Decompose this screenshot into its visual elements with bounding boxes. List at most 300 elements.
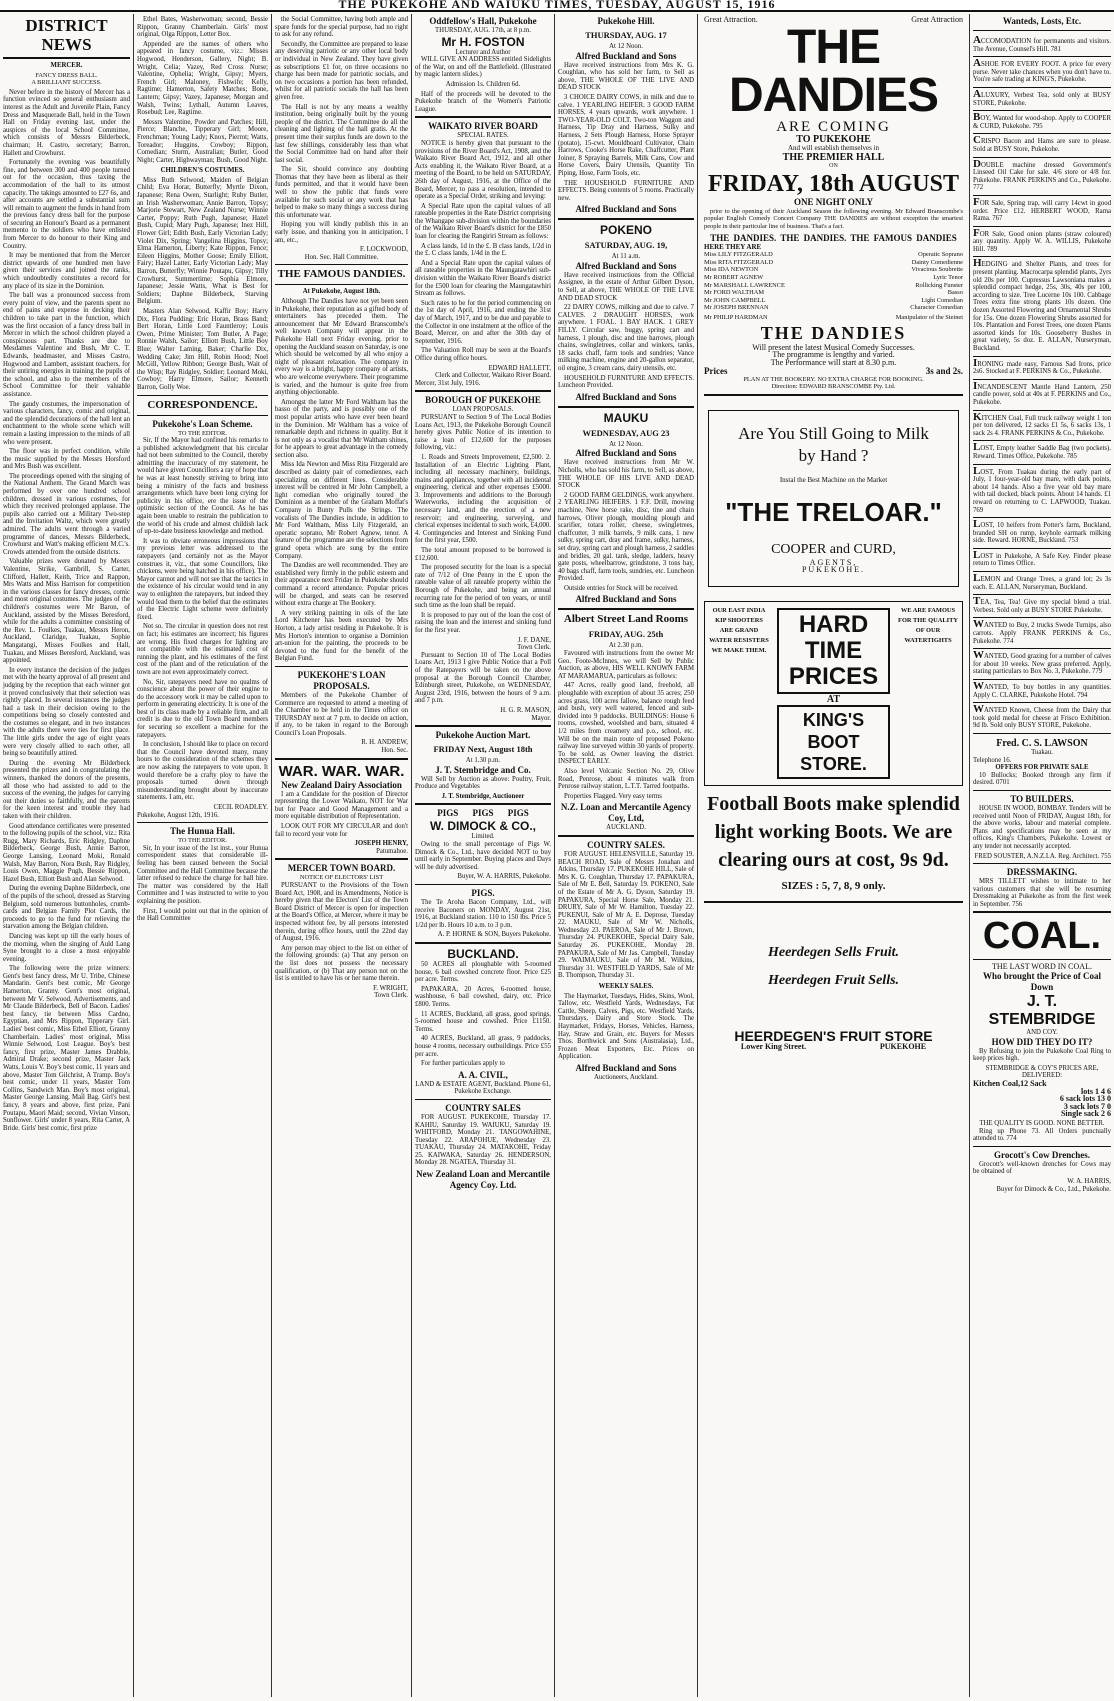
listing: 50 ACRES all ploughable with 5-roomed house, 6 bail cowshed concrete floor. Price £25 per acre. Terms. [415, 961, 551, 984]
paragraph: Miss Ida Newton and Miss Rita Fitzgerald are described as dainty pair of comediennes, each specializing on different lines. Considerable interest will be centred in Mr John Campbell, a light comedian who originally toured the Dominion as a member of the Graham Moffat's Company in Bunty Pulls the Strings. The vocalists of The Dandies include, in addition to Mr Ford Waltham, Miss Lily Fitzgerald, an operatic soprano, Mr Robert Agnew, tenor. A feature of the programme are the selections from grand opera which are sung by the entire Company. [275, 461, 408, 560]
subheading: FANCY DRESS BALL. [35, 71, 98, 79]
subheading: NOTICE OF ELECTORS' LIST [299, 874, 384, 882]
classified-ad [973, 111, 1111, 134]
sale-time: At 12 Noon. [609, 440, 643, 448]
paragraph: LOOK OUT FOR MY CIRCULAR and don't fail to record your vote for [275, 823, 408, 838]
paragraph: Owing to the small percentage of Pigs W. Dimock & Co., Ltd., have decided NOT to buy until early in September. Buying places and Days will be duly advertised. [415, 841, 551, 871]
last-word: THE LAST WORD IN COAL. [992, 962, 1092, 972]
fruit-store: HEERDEGEN'S FRUIT STORE [734, 1028, 933, 1045]
drop-cap: K [973, 410, 982, 423]
subheading: At Pukekohe, August 18th. [302, 288, 381, 296]
paragraph: Ring up Phone 73. All Orders punctually attended to. 774 [973, 1127, 1111, 1143]
classified-ad [973, 649, 1111, 680]
signature-title: Buyer for Dimock & Co., Ltd., Pukekohe. [996, 1185, 1111, 1193]
section-heading: Wanteds, Losts, Etc. [1002, 16, 1082, 26]
premier-hall: THE PREMIER HALL [782, 152, 885, 164]
establish-line: And will establish themselves in [788, 143, 879, 152]
director-line: Direction: EDWARD BRANSCOMBE Pty. Ltd. [771, 383, 896, 391]
cast-member: Mr ROBERT AGNEW [704, 273, 764, 281]
signature: W. A. HARRIS, [1067, 1177, 1111, 1185]
drop-cap: L [973, 464, 981, 477]
paragraph: Also level Volcanic Section No. 29, Olive Road, Penrose, about 4 minutes walk from Penrose railway station, L.T.T. Tarred footpaths. [558, 767, 694, 791]
paragraph: In every instance the decision of the judges met with the hearty approval of all present and judging by the reception that each winner got it proved conclusively that their selection was rightly placed. In several instances the judges had a task in their decision owing to the competitions being so closely contested and the costumes so elegant, and in two instances with the adults there were ties for first place. The little girls under the age of eight years were very closely allied to each other, all being so beautifully attired. [3, 666, 130, 758]
coal-title: COAL. [982, 915, 1102, 958]
classified-text: ANTED, To buy bottles in any quantities. Apply C. CLARKE, Pukekohe Hotel. 794 [973, 684, 1111, 699]
store-town: PUKEKOHE [879, 1042, 927, 1052]
store-street: Lower King Street. [740, 1042, 807, 1052]
drop-cap: L [973, 548, 981, 561]
divider [275, 666, 408, 667]
who-line: Who brought the Price of Coal Down [982, 971, 1102, 993]
divider [415, 725, 551, 727]
paragraph: The total amount proposed to be borrowed is £12,600. [415, 547, 551, 562]
divider [275, 858, 408, 860]
auctioneer-firm: Alfred Buckland and Sons [575, 1062, 677, 1073]
cast-member: Mr JOHN CAMPBELL [704, 296, 766, 304]
classified-text: ANTED to Buy, 2 trucks Swede Turnips, also carrots. Apply FRANK PERKINS & Co., Pukekohe. 774 [973, 622, 1111, 645]
cast-member: Miss IDA NEWTON [704, 266, 759, 274]
classified-ad [973, 34, 1111, 57]
auctioneer-firm: Alfred Buckland and Sons [575, 50, 677, 61]
kings-boot-ad [704, 601, 963, 787]
paragraph: The Dandies are well recommended. They are established very firmly in the public esteem and their appearance next Friday in Pukekohe should command a record attendance. Popular prices will be charged, and seats can be reserved without extra charge at The Bookery. [275, 562, 408, 608]
classified-text: OST, From Tuakau during the early part of July, 1 four-year-old bay mare, with dark points, about 14 hands. Also a five year old bay mare with tail docked, black points. About 14 hands. £1 reward on returning to C. LAPWOOD, Tuakau. 769 [973, 468, 1111, 514]
classified-ad [973, 618, 1111, 649]
coal-price-row: Single sack 2 6 [1060, 1109, 1111, 1119]
sale-time: At 2.30 p.m. [608, 642, 644, 650]
classified-text: ANTED, Good grazing for a number of calves for about 10 weeks. New grass preferred. Apply, stating particulars to Box No. 3, Pukekohe. 779 [973, 653, 1111, 676]
lawson-town: Tuakau. [1031, 748, 1053, 756]
to-pukekohe: TO PUKEKOHE [796, 133, 871, 145]
signature-title: Clerk and Collector, Waikato River Board. [435, 372, 551, 380]
section-heading: MERCER. [50, 62, 83, 69]
auction-firm: J. T. Stembridge and Co. [435, 764, 531, 775]
drop-cap: B [973, 111, 981, 124]
divider [415, 390, 551, 392]
sale-date: SATURDAY, AUG. 19, [584, 240, 668, 251]
and-coy: AND COY. [1026, 1029, 1058, 1037]
divider [704, 394, 963, 396]
paragraph: PURSUANT to the Provisions of the Town Board Act, 1908, and its Amendments, Notice is hereby given that the Electors' List of the Town Board District of Mercer is open for inspection at the Board's Office, at Mercer, where it may be inspected without fee, by all persons interested therein, during office hours, until the 22nd day of August, 1916. [275, 882, 408, 943]
divider [275, 284, 408, 285]
signature-title: Hon. Sec. Hall Committee. [304, 253, 379, 261]
auctioneer: J. T. Stembridge, Auctioneer [441, 792, 525, 800]
agency-city: AUCKLAND. [606, 824, 646, 832]
paragraph: Will present the latest Musical Comedy Successes. [752, 342, 915, 352]
paragraph: Although The Dandies have not yet been seen in Pukekohe, their reputation as a gifted body of entertainers has preceded them. The announcement that Mr Edward Branscombe's well known Company will appear in the Pukekohe Hall next Friday evening, prior to opening the Auckland season on Saturday, is one which should be welcomed by all who enjoy a night of pleasant relaxation. The company in every way is a bright, happy company of artists, who are welcome everywhere. Their programme is varied, and the humour is quite free from anything objectionable. [275, 298, 408, 397]
divider [558, 608, 694, 610]
paragraph: Amongst the latter Mr Ford Waltham has the basso of the party, and is possibly one of the most popular artists who have ever been heard in the Dominion. Mr Waltham has a voice of remarkable depth and richness in quality. But it is not only as a vocalist that Mr Waltham shines, for he appears to great advantage in the comedy section also. [275, 398, 408, 459]
drop-cap: W [973, 703, 984, 716]
dateline: Pukekohe, August 12th, 1916. [137, 811, 219, 819]
classified-text: OR Sale, Good onion plants (straw coloured) any quantity. Apply W. A. WILLIS, Pukekohe Hill. 789 [973, 230, 1111, 253]
paragraph: Hoping you will kindly publish this in an early issue, and thanking you in anticipation, I am, etc., [275, 221, 408, 244]
heerdegen-ad [704, 945, 963, 1051]
paragraph: The gaudy costumes, the impersonation of various characters, fancy, comic and original, and the splendid decorations of the hall lent an enchantment to the whole scene which will remain a lasting impression to the minds of all who were present. [3, 400, 130, 446]
auctioneer-firm: Alfred Buckland and Sons [575, 260, 677, 271]
heerdegen-line-2: Heerdegen Fruit Sells. [767, 973, 900, 989]
paragraph: Valuable prizes were donated by Messrs Valentine, Strike, Gambrill, S. Carter, Clifford, Hallett, Keith, Trice and Rappon, Mrs Watts and Miss Harrison for competition in the various classes for fancy dresses, comic and most original costumes. The judges of the children's costumes were Mr Baron, of Auckland, assisted by the Misses Beresford, while for the adults a committee consisting of the Rev. L. Foulkes, Tuakau, Messrs Heron, Auckland, Claridge, Tuakau, Sophie Mangatangi, Misses Foulkes and Hall, Tuakau, and Misses Beresford, Auckland, was appointed. [3, 558, 130, 665]
auction-date: FRIDAY Next, August 18th [433, 744, 533, 755]
treloar-ad [708, 410, 959, 587]
lecturer-name: Mr H. FOSTON [441, 34, 525, 49]
paragraph: The Sir, should convince any doubting Thomas that they have been as liberal as their funds permitted, and that it would have been well to show the public that funds were available for such social or any work that has helped to make so many things a success during this unfortunate war. [275, 166, 408, 219]
divider [275, 758, 408, 760]
stembridge-name: J. T. STEMBRIDGE [988, 993, 1096, 1029]
paragraph: No, Sir, ratepayers need have no qualms of conscience about the power of their engine to do the accessory work it may be called upon to perform in generating electricity. It is one of the best of its class made by a reliable firm, and all credit is due to the old Town Board members for securing so excellent a machine for the ratepayers. [137, 678, 268, 739]
auctioneer-location: Auctioneers, Auckland. [594, 1073, 658, 1081]
coal-price-row: 3 sack lots 7 0 [1063, 1101, 1111, 1111]
subheading: A BRILLIANT SUCCESS. [31, 79, 102, 87]
signature: EDWARD HALLETT, [488, 364, 551, 372]
auctioneer-firm: Alfred Buckland and Sons [575, 204, 677, 215]
column-auctions [555, 14, 698, 1697]
cast-role: Operatic Soprano [918, 251, 963, 259]
paragraph: It is proposed to pay out of the loan the cost of raising the loan and the interest and sinking fund for the first year. [415, 611, 551, 634]
store-address [704, 1043, 963, 1051]
dandies-trio: THE DANDIES. THE DANDIES. THE FAMOUS DANDIES [710, 232, 957, 243]
paragraph: In conclusion, I should like to place on record that the Council have devoted many, many hours to the consideration of the schemes they are now asking the ratepayers to vote upon. It would therefore be a crafty ploy to have the proposals turned down through misunderstanding brought about by inaccurate statements. I am, etc. [137, 741, 268, 802]
classified-text: EDGING and Shelter Plants, and trees for present planting. Macrocarpa splendid plants, 2yrs old 20s per 100. Cupressus Lawsoniana makes a splendid compact hedge, 25s, 30s, 40s per 100, according to size. Tree Lucerne 10s 100. Cabbage Trees extra fine strong plants 10s dozen. One dozen Assorted Flowering and Ornamental Shrubs for 15s. One dozen Flowering Shrubs assorted for 10s. Plantation and Forest Trees, one dozen Plants assorted kinds for 10s. Gooseberry Bushes in great variety, 5s doz. E. ALLAN, Nurseryman, Buckland. [973, 261, 1111, 352]
sale-time: At 12 Noon. [609, 43, 643, 50]
coal-price-row: lots 1 4 6 [1081, 1086, 1111, 1096]
divider [415, 942, 551, 944]
divider [3, 57, 130, 59]
section-heading: BUCKLAND. [447, 947, 519, 961]
paragraph: Fortunately the evening was beautifully fine, and between 300 and 400 people turned out for the occasion, thus taxing the accommodation of the hall to its utmost capacity. The takings amounted to £27 6s, and after accounts are settled a substantial sum will remain to augment the funds in hand from the previous fancy dress ball for the purpose of securing an Honour's Board as a permanent memento to the soldiers who have enlisted from Mercer to do honour to their King and Country. [3, 159, 130, 250]
offers-heading: OFFERS FOR PRIVATE SALE [995, 764, 1089, 772]
prices-label: Prices [704, 366, 728, 377]
stembridge-prices: STEMBRIDGE & COY'S PRICES ARE, DELIVERED: [985, 1064, 1099, 1080]
pianist-role: Manipulator of the Steinet [895, 313, 963, 321]
paragraph: During the evening Daphne Bilderbeck, one of the pupils of the school, dressed as Starving Belgium, sold numerous buttonholes, crumb-cards and Belgian Family Plot Cards, the proceeds to go to the fund for relieving the starvation among the Belgian children. [3, 885, 130, 931]
classified-ad [973, 257, 1111, 356]
paragraph: Pursuant to Section 10 of The Local Bodies Loans Act, 1913 I give Public Notice that a Poll of the Ratepayers will be taken on the above proposal at the Borough Council Chamber, Edinburgh street, Pukekohe, on WEDNESDAY, August 23rd, 1916, between the hours of 9 a.m. and 7 p.m. [415, 651, 551, 705]
cooper-curd: COOPER and CURD, [771, 541, 896, 557]
event-date: THURSDAY, AUG. 17th, at 8 p.m. [435, 27, 531, 34]
divider [558, 406, 694, 408]
football-line-3: clearing ours at cost, 9s 9d. [718, 849, 949, 872]
cast-role: Dainty Comedienne [911, 258, 963, 266]
hall-heading: Oddfellow's Hall, Pukekohe [429, 16, 537, 26]
column-notices [412, 14, 555, 1697]
how-heading: HOW DID THEY DO IT? [991, 1036, 1093, 1047]
subheading: SPECIAL RATES. [457, 132, 509, 140]
listing: 11 ACRES, Buckland, all grass, good springs, 5-roomed house and cowshed. Price £1150. Terms. [415, 1010, 551, 1033]
sale-time: At 11 a.m. [611, 253, 641, 261]
section-heading: PUKEKOHE'S LOAN PROPOSALS. [297, 669, 386, 691]
district-news-title: DISTRICT NEWS [25, 16, 108, 54]
paragraph: HOUSEHOLD FURNITURE AND EFFECTS. Luncheon Provided. [558, 374, 694, 390]
auctioneer-firm: Alfred Buckland and Sons [575, 594, 677, 605]
sale-date: WEDNESDAY, AUG 23 [582, 427, 670, 438]
column-correspondence [134, 14, 272, 1697]
wanted-list [973, 34, 1111, 734]
agent-details: LAND & ESTATE AGENT, Buckland. Phone 61, Pukekohe Exchange. [415, 1080, 551, 1096]
coming-line: ARE COMING [776, 118, 891, 135]
paragraph: The Hall is not by any means a wealthy institution, being originally built by the young people of the district. The Committee do all the cleaning and lighting of the hall gratis. At the present time their surplus funds are down to the last few shillings, considerably less than what the Social Committee had on hand after their last social. [275, 103, 408, 164]
attraction-right: Great Attraction [911, 15, 963, 24]
divider [973, 863, 1111, 864]
paragraph: The floor was in perfect condition, while the music supplied by the Messrs Horsford and Mrs Bush was excellent. [3, 448, 130, 471]
subheading: TO THE EDITOR. [178, 429, 227, 437]
divider [973, 30, 1111, 31]
paragraph: THE HOUSEHOLD FURNITURE AND EFFECTS. Being contents of 5 rooms. Practically new. [558, 179, 694, 202]
cast-role: Rollicking Funster [915, 281, 963, 289]
sale-date: FRIDAY, AUG. 25th [588, 629, 664, 640]
agency-name: New Zealand Loan and Mercantile Agency Coy. Ltd. [416, 1169, 550, 1191]
drop-cap: W [973, 649, 984, 662]
paragraph: PURSUANT to Section 9 of The Local Bodies Loans Act, 1913, the Pukekohe Borough Council hereby gives Public Notice of its intention to raise a loan of £12,600 for the purposes following, viz.: [415, 413, 551, 452]
drop-cap: I [973, 379, 978, 392]
paragraph: Have received instructions from Mrs K. G. Coughlan, who has sold her farm, to Sell as above, THE WHOLE OF THE LIVE AND DEAD STOCK [558, 61, 694, 92]
signature-title: Town Clerk. [517, 644, 551, 652]
section-heading: CHILDREN'S COSTUMES. [160, 167, 245, 175]
lecturer-role: Lecturer and Author [455, 48, 511, 56]
plan-line: PLAN AT THE BOOKERY. NO EXTRA CHARGE FOR BOOKING. [743, 375, 924, 383]
paragraph: NOTICE is hereby given that pursuant to the provisions of the River Board's Act, 1908, and the Waikato River Board Act, 1912, and all other Acts enabling it, the Waikato River Board, at a meeting of the Board, to be held on SATURDAY, 26th day of August, 1916, at the Office of the Board, Mercer, to pass a resolution, intended to operate as a Special Order, striking and levying: [415, 139, 552, 201]
section-heading: WAIKATO RIVER BOARD [428, 121, 538, 132]
drop-cap: L [973, 572, 981, 585]
sale-date: THURSDAY, AUG. 17 [585, 30, 667, 40]
kings-title: KING'S BOOT STORE. [800, 710, 867, 775]
paragraph: Messrs Valentine, Powder and Patches; Hill, Pierce; Blanche, Tipperary Girl; Moore, Frenchman; Young Lady; Knox, Pierrot; Watts, Toreador; Huggins, Cowboy; Rippon, Comedian; Sturm, Australian; Butler, Good Night; Carter, Highwayman; Bush, Good Night. [137, 118, 268, 164]
paragraph: Will Sell by Auction as above: Poultry, Fruit, Produce and Vegetables [415, 775, 551, 791]
section-heading: Grocott's Cow Drenches. [994, 1149, 1090, 1160]
attraction-left: Great Attraction. [704, 15, 758, 24]
drop-cap: D [973, 157, 981, 170]
signature: F. WRIGHT, [373, 984, 408, 992]
paragraph: The Haymarket, Tuesdays, Hides, Skins, Wool, Tallow, etc. Westfield Yards, Wednesdays, Fat Cattle, Sheep, Calves, Pigs, etc. Westfield Yards, Thursdays, Dairy and Store Stock. The Haymarket, Fridays, Horses, Vehicles, Harness, Hay, Straw and Grain, etc. Buyers for Messrs Thos. Borthwick and Sons (Australasia), Ltd., Frozen Meat Exporters, Etc. Prices on Application. [558, 992, 694, 1061]
column-advertisements [698, 14, 970, 1697]
dimock-limited: Limited. [471, 833, 495, 841]
classified-ad [973, 134, 1111, 157]
agency-name: N.Z. Loan and Mercantile Agency Coy, Ltd, [560, 802, 692, 824]
classified-ad [973, 595, 1111, 618]
drop-cap: A [973, 87, 981, 100]
hard-time-box [777, 608, 890, 694]
subheading: LOAN PROPOSALS. [452, 406, 514, 414]
signature: F. LOCKWOOD, [360, 246, 408, 254]
classified-text: CCOMODATION for permanents and visitors. The Avenue, Counsel's Hill. 781 [973, 38, 1111, 53]
divider [973, 911, 1111, 913]
paragraph: First, I would point out that in the opinion of the Hall Committee [137, 907, 268, 923]
dimock-heading: W. DIMOCK & CO., [430, 819, 536, 834]
agents: AGENTS, [809, 557, 858, 567]
column-dandies-article [272, 14, 412, 1697]
paragraph: Properties Flagged. Very easy terms [564, 792, 662, 800]
drop-cap: W [973, 680, 984, 692]
classified-ad [973, 357, 1111, 380]
pukekohe: PUKEKOHE. [801, 565, 866, 575]
classified-text: EMON and Orange Trees, a grand lot; 2s 3s each. E. ALLAN, Nurseryman, Buckland. [973, 576, 1111, 591]
masthead: THE PUKEKOHE AND WAIUKU TIMES, TUESDAY, AUGUST 15, 1916 [0, 0, 1114, 12]
signature-title: Hon. Sec. [381, 747, 408, 755]
paragraph: During the evening Mr Bilderbeck presented the prizes and in congratulating the winners, thanked the donors of the presents, all those who had assisted to add to the success of the evening, the judges for carrying out their duties so faithfully, and the parents for the keen interest and trouble they had taken with their children. [3, 759, 130, 820]
cast-member: Mr MARSHALL LAWRENCE [704, 281, 785, 289]
classified-text: OST, Empty leather Saddle Bag (two pockets). Reward. Times Office, Pukekohe. 785 [973, 445, 1111, 460]
sale-location: Pukekohe Hill. [597, 16, 655, 26]
kings-box [777, 705, 890, 779]
paragraph: Secondly, the Committee are prepared to lease any deserving patriotic or any other local body or individual in New Zealand. They have given as subscriptions £1 for, on three occasions no charge has been made for patriotic socials, and on two occasions a portion has been refunded, whilst for all patriotic socials the hall has been given free. [275, 40, 408, 101]
cast-member: Mr FORD WALTHAM [704, 289, 765, 297]
classified-text: RISPO Bacon and Hams are sure to please. Sold at BUSY Store, Pukekohe. [973, 138, 1111, 153]
section-heading: TO BUILDERS. [1010, 793, 1074, 804]
classified-ad [973, 518, 1111, 549]
paragraph: 1. Roads and Streets Improvement, £2,500. 2. Installation of an Electric Lighting Plant, including all necessary machinery, buildings, mains and appliances, together with all incidental engineering, clerical and other expenses £5000. 3. Improvements and additions to the Borough Waterworks, including the acquisition of necessary land, and the erection of a new reservoir; and engineering, surveying, and clerical expenses incidental to such work, £4,000. 4. Contingencies and Interest and Sinking Fund for the first year, £500. [415, 453, 551, 545]
paragraph: Have received instructions from the Official Assignee, in the estate of Arthur Gilbert Dyson, to Sell, at above, THE WHOLE OF THE LIVE AND DEAD STOCK [558, 271, 694, 302]
divider [558, 835, 694, 837]
drop-cap: F [973, 226, 980, 239]
signature: J. F. DANE, [517, 636, 551, 644]
dateline: Mercer, 31st July, 1916. [415, 379, 481, 387]
section-heading: Pukekohe Auction Mart. [435, 730, 531, 741]
paragraph: 22 DAIRY COWS, milking and due to calve. 7 CALVES. 2 DRAUGHT HORSES, work anywhere. 1 FOAL. 1 BAY HACK. 1 GREY FILLY. Circular saw, buggy, spring cart and harness, 1 plough, disc and tine harrows, plough chains, swingletrees, collar and winkers, tanks, 18 sacks chaff, farm tools and sundries; Vance milking machine, engine and 20-gallon separator, oil engine, 3 cream cans, dairy utensils, etc. [558, 304, 694, 372]
war-heading: WAR. WAR. WAR. [278, 762, 405, 780]
paragraph: By Refusing to join the Pukekohe Coal Ring to keep prices high. [973, 1047, 1111, 1063]
auctioneer-firm: Alfred Buckland and Sons [575, 391, 677, 402]
classified-text: LUXURY, Verbest Tea, sold only at BUSY STORE, Pukekohe. [973, 91, 1111, 107]
quality-line: THE QUALITY IS GOOD. NONE BETTER. [979, 1120, 1105, 1127]
divider [415, 1099, 551, 1100]
paragraph: Miss Ruth Selwood, Maiden of Belgian Child; Eva Horar, Butterfly; Myrtle Dixon, Japanese; Rena Owen, Starlight; Ruby Butler, an Irish Washerwoman; Annie Barron, Topsy; Marjorie Stewart, New Zealand Nurse; Winnie Carter, Poppy; Ruth Pugh, Japanese; Hazel Bush, Cupid; Mary Pugh, Japanese; Inez Hill, Flower Girl; Edith Bush, Early Victorian Lady; Violet Dix, Spring; Vangelina Higgins, Topsy; Elma Hamerton, Liberty; Kate Rippon, Fence; Eileen Higgins, Mother Goose; Emily Elliott, Fairy; Hazel Latter, Early Victorian Lady; May Barron, Butterfly; Winnie Poutapu, Gipsy; Tilly Crowhurst, Summertime; Sophia Elmore, Japanese; Jessie Watts, What is Best for Soldiers; Daphne Bilderbeck, Starving Belgium. [137, 176, 268, 306]
on-line: ON [829, 163, 838, 170]
cast-role: Light Comedian [921, 296, 963, 304]
cast-member: Miss RITA FITZGERALD [704, 258, 774, 266]
classified-text: EA, Tea, Tea! Give my special blend a trial. Verbest. Sold only at BUSY STORE Pukekohe. [973, 599, 1111, 614]
signature: H. G. R. MASON, [500, 706, 551, 714]
agent-name: A. A. CIVIL, [458, 1069, 508, 1080]
divider [137, 822, 268, 823]
telephone: Telephone 16. [973, 756, 1012, 764]
divider [973, 959, 1111, 960]
cast-member: Miss LILY FITZGERALD [704, 251, 773, 259]
hard-time-block [769, 606, 898, 782]
paragraph: The Valuation Roll may be seen at the Board's Office during office hours. [415, 347, 551, 362]
signature: CECIL ROADLEY. [213, 804, 268, 811]
signature-title: Mayor. [531, 714, 551, 722]
divider [415, 116, 551, 118]
classified-ad [973, 572, 1111, 595]
pianist-row [704, 314, 963, 322]
paragraph: The ball was a pronounced success from every point of view, and the parents spent no end of pains and expense in decking their children to take part in the function, which was the first occasion of a fancy dress ball in Mercer in which the school children played a conspicuous part. Thanks are due to Mesdames Valentine and Bush, Mr C. T. Edwards, headmaster, and Misses Castro, Hogwood and Lambert, assistant teachers, for their untiring energies in training the pupils of the school, and also to the members of the School Committee for their valuable assistance. [3, 292, 130, 398]
paragraph: prior to the opening of their Auckland Season the following evening. Mr Edward Branscombe's popular English Comedy Concert Company THE DANDIES are without exception the smartest people in their particular line of business. That's a fact. [704, 207, 963, 230]
cast-names [704, 251, 785, 312]
at-text: AT [826, 693, 841, 705]
paragraph: 3 CHOICE DAIRY COWS, in milk and due to calve. 1 YEARLING HEIFER. 3 GOOD FARM HORSES, 4 years upwards, work anywhere. 1 TWO-YEAR-OLD COLT. Two-ton Waggon and Harness, Tip Dray and Harness, Sulky and Harness, 2 Sets Plough Harness, Horse Sprayer (potato), 15-cwt. Mouldboard Cultivator, Chain Harrows, Cooke's Horse Rake, Chaffcutter, Plant Joiner, 8 Spraying Barrels, Milk Cans, Cow and Horse Covers, Dairy Utensils, Quantity Tin Piping, Hose, Farm Tools, etc. [558, 93, 694, 177]
paragraph: Members of the Pukekohe Chamber of Commerce are requested to attend a meeting of the Chamber to be held in the Times office on THURSDAY next at 7 p.m. to decide on action, if any, to be taken in regard to the Borough Council's Loan Proposals. [275, 691, 408, 737]
classified-text: ANTED Known, Cheese from the Dairy that took gold medal for cheese at Frisco Exhibition. 9d lb. Sold only BUSY STORE, Pukekohe. [973, 707, 1111, 730]
cast-roles [910, 251, 963, 312]
classified-ad [973, 680, 1111, 703]
classified-text: NCANDESCENT Mantle Hand Lantern, 250 candle power, sold at 40s at F. PERKINS and Co., Pukekohe. [973, 383, 1111, 406]
hard-time-title: HARD TIME PRICES [788, 610, 879, 690]
classified-ad [973, 88, 1111, 111]
paragraph: The Performance will start at 8.30 p.m. [770, 357, 897, 367]
paragraph: Such rates to be for the period commencing on the 1st day of April, 1916, and ending the 31st day of March, 1917, and to be due and payable to the Collector in one instalment at the office of the Board, Mercer, on and after the 30th day of September, 1916. [415, 299, 551, 345]
paragraph: The proposed security for the loan is a special rate of 7/12 of One Penny in the £ upon the rateable value of all rateable property within the Borough of Pukekohe, and being an annual recurring rate for the period of ten years, or until such time as the loan shall be repaid. [415, 564, 551, 610]
classified-ad [973, 441, 1111, 464]
classified-text: ITCHEN Coal, Full truck railway weight 1 ton per ton delivered, 12 sacks £1 5s, 6 sacks 13s, 1 sack 2s 4. FRANK PERKINS & Co., Pukekohe. [973, 414, 1111, 437]
paragraph: FOR AUGUST. PUKEKOHE, Thursday 17. KAHIU, Saturday 19. WAIUKU, Saturday 19. WHITFORD, Monday 21. TANGOWAHINE, Tuesday 22. ARAPOHUE, Wednesday 23. TUAKAU, Thursday 24. MATAKOHE, Friday 25. KAIWAKA, Saturday 26. HENDERSON, Monday 28. NGATEA, Thursday 31. [415, 1113, 551, 1167]
drop-cap: W [973, 618, 984, 631]
paragraph: WILL GIVE AN ADDRESS entitled Sidelights of the War, on and off the Battlefield. (Illustrated by magic lantern slides.) [415, 56, 551, 79]
prices-value: 3s and 2s. [925, 366, 963, 377]
treloar-title: "THE TRELOAR." [725, 496, 942, 527]
sale-location: MAUKU [603, 410, 649, 425]
divider [275, 264, 408, 265]
dandies-title: THE DANDIES [728, 20, 939, 122]
paragraph: MRS TILLETT wishes to intimate to her various customers that she will be resuming Dressmaking at Pukekohe as from the first week in September. 756 [973, 878, 1111, 908]
signature: FRED SOUSTER, A.N.Z.I.A. Reg. Architect. 755 [974, 852, 1111, 860]
classified-ad [973, 703, 1111, 734]
classified-ad [973, 57, 1111, 88]
paragraph: 2 GOOD FARM GELDINGS, work anywhere. 2 YEARLING HEIFERS. 1 F.F. Drill, mowing machine, New horse rake, disc, tine and chain harrows, Oliver plough, moulding plough and scarifier, totara roller, cheese, swingletrees, chaffcutter, 3 milk barrels, 9 milk cans, 1 new sulky, spring cart, dray and frame, sulky, harness, set dray, spring cart and plough harness, 2 saddles and bridles, 20 gal. tank, sledge, ladders, heavy gate posts, wheelbarrow, grindstone, 3 tons hay, 40 bags chaff, farm tools, sundries, etc. Luncheon Provided. [558, 491, 694, 583]
cast-role: Character Comedian [910, 304, 963, 312]
paragraph: Appended are the names of others who appeared in fancy costume, viz.: Misses Hogwood, Henderson, Gallery, Night; B. Wright, Celia; Vazey, Red Cross Nurse; Valentine, Ophelia; Wright, Gipsy; Myers, French Girl; Maloney, Fishwife; Kelly, Ragtime; Hamerton, Safety Matches; Bone, Lantern; Gipsy; Vazey, Japanese; Morgan and Walsh, Twins; Lythall, Autumn Leaves, Rosebud; Lee, Ragtime. [137, 40, 268, 117]
drop-cap: A [973, 57, 981, 70]
milk-line-2: by Hand ? [798, 446, 869, 466]
section-heading: COUNTRY SALES. [587, 839, 665, 850]
sale-location: Albert Street Land Rooms [563, 613, 689, 626]
divider [973, 790, 1111, 791]
auctioneer-firm: Alfred Buckland and Sons [575, 448, 677, 459]
listing: 40 ACRES, Buckland, all grass, 9 paddocks, house 4 rooms, necessary outbuildings. Price £55 per acre. [415, 1035, 551, 1058]
paragraph: I am a Candidate for the position of Director representing the Lower Waikato, NOT for War but for Peace and Good Management and a more equitable distribution of Representation. [275, 790, 408, 821]
one-night-only: ONE NIGHT ONLY [793, 196, 874, 207]
sizes-line: SIZES : 5, 7, 8, 9 only. [781, 880, 886, 893]
here-they-are: HERE THEY ARE [704, 242, 762, 251]
football-line-1: Football Boots make splendid [707, 793, 960, 816]
section-heading: Pukekohe's Loan Scheme. [152, 418, 253, 429]
paragraph: A Special Rate upon the capital values of all rateable properties in the Rate District comprising the Whangape sub-division within the boundaries of the Waikato River Board's district for the £850 loan for clearing the Rangiriri Stream as follows: [415, 202, 551, 241]
paragraph: Any person may object to the list on either of the following grounds: (a) That any person on the list does not possess the necessary qualification, or (b) That any person not on the list is entitled to have his or her name therein. [275, 944, 408, 983]
correspondence-heading: CORRESPONDENCE. [147, 398, 258, 411]
cast-role: Basso [947, 289, 963, 297]
classified-text: OR Sale, Spring trap, will carry 14cwt in good order. Price £12. HERBERT WOOD, Rama Rama. 767 [973, 199, 1111, 223]
paragraph: Outside entries for Stock will be received. [564, 584, 679, 592]
classified-ad [973, 380, 1111, 411]
divider [973, 1146, 1111, 1147]
section-heading: BOROUGH OF PUKEKOHE [425, 395, 541, 406]
dandies-title-2: THE DANDIES [760, 322, 907, 343]
classified-text: OST in Pukekohe, A Safe Key. Finder please return to Times Office. [973, 552, 1111, 568]
paragraph: The Te Aroha Bacon Company, Ltd., will receive Baconers on MONDAY, August 21st, 1916, at Buckland station. 110 to 150 lbs. Price 5 1/2d per lb. Hours 10 a.m. to 3 p.m. [415, 899, 551, 929]
section-heading: PIGS. [471, 888, 495, 899]
drop-cap: L [973, 441, 981, 454]
paragraph: Admission 1s. Children 6d. [445, 80, 521, 88]
signature-title: Patumahoe. [376, 847, 408, 855]
coal-price-list [973, 1088, 1111, 1118]
classified-ad [973, 196, 1111, 227]
paragraph: Half of the proceeds will be devoted to the Pukekohe branch of the Women's Patriotic League. [415, 90, 551, 113]
paragraph: Good attendance certificates were presented to the following pupils of the school, viz.: Rita Rugg, Mary Richards, Eric Ridgley, Daphne Bilderbeck, George Bush, Annie Barron, George Lansing, Leonard Moki, Ronald Walsh, May Barron, Nora Bush, Ray Ridgley, Louis Owen, Maggie Pugh, Bessie Rippon, Hazel Bush, Elliott Bush and Alan Selwood. [3, 822, 130, 883]
listing: PAPAKARA, 20 Acres, 6-roomed house, washhouse, 6 bail cowshed, dairy, etc. Price £800. Terms. [415, 985, 551, 1008]
coal-price-row: 6 sack lots 13 0 [1059, 1094, 1111, 1104]
paragraph: HOUSE IN WOOD, BOMBAY. Tenders will be received until Noon of FRIDAY, August 18th, for the above works, labour and material complete. Plans and specifications may be seen at my offices, King's Chambers, Pukekohe. Lowest or any tender not necessarily accepted. [973, 804, 1111, 850]
paragraph: Favoured with instructions from the owner Mr Geo. Foote-McInnes, we will Sell by Public Auction, as above, HIS WELL KNOWN FARM AT MARAMARUA, particulars as follows: [558, 650, 694, 680]
paragraph: Sir, If the Mayor had confined his remarks to a published acknowledgment that his circular had not been submitted to the Council, thereby admitting the inaccuracy of my statement, he would have given Councillors a ray of hope that he was at least honestly striving to bring into being a ministry of the facts and business arrangements which have been long crying for publicity in his office, ere the issue of the optimistic section of the Council. As he has again been unable to restrain the publication to the world of his crude and almost childish lack of up-to-date business knowledge and method. [137, 437, 268, 536]
paragraph: Have received instructions from Mr W. Nicholls, who has sold his farm, to Sell, as above, THE WHOLE OF HIS LIVE AND DEAD STOCK [558, 459, 694, 490]
paragraph: It may be mentioned that from the Mercer district upwards of one hundred men have given their services and joined the ranks, which undoubtedly constitutes a record for any place of its size in the Dominion. [3, 252, 130, 290]
signature: Buyer, W. A. HARRIS, Pukekohe. [457, 873, 551, 881]
paragraph: Masters Alan Selwood, Kaffir Boy; Harry Dix, Flora Pudding; Eric Horan, Brass Band; Bert Horan, Little Lord Fauntleroy; Louis Owen, Prime Minister; Tom Butler, A Page; Ronnie Walsh, Sailor; Elliott Bush, Little Boy Blue; Walter Laming, Baker; Charlie Dix, Wedding Cake; Jim Hill, Robin Hood; Noel McGill, Yellow Ribbon; George Bush, Wait of the Wisp; Ray Ridgley, Soldier; Leonard Moki, Cowboy; Harry Elmore, Sailor; Kenneth Barron, Golly Woe. [137, 307, 268, 391]
football-line-2: light working Boots. We are [714, 821, 953, 844]
paragraph: 447 Acres, really good land, freehold, all ploughable with exception of about 35 acres; 250 acres grass, 100 acres fallow, balance rough feed and bush, very well watered, fenced and sub-divided into 9 paddocks. BUILDINGS: House 6 rooms, cowshed, woolshed and barn, situated 4 1/2 miles from creamery and p.o., school, etc. Will be on the main route of proposed Pokeno railway line surveyed within 30 yards of property. To be sold, as Owner leaving the district. INSPECT EARLY. [558, 682, 694, 766]
divider [704, 901, 963, 903]
classified-ad [973, 158, 1111, 196]
classified-ad [973, 549, 1111, 572]
